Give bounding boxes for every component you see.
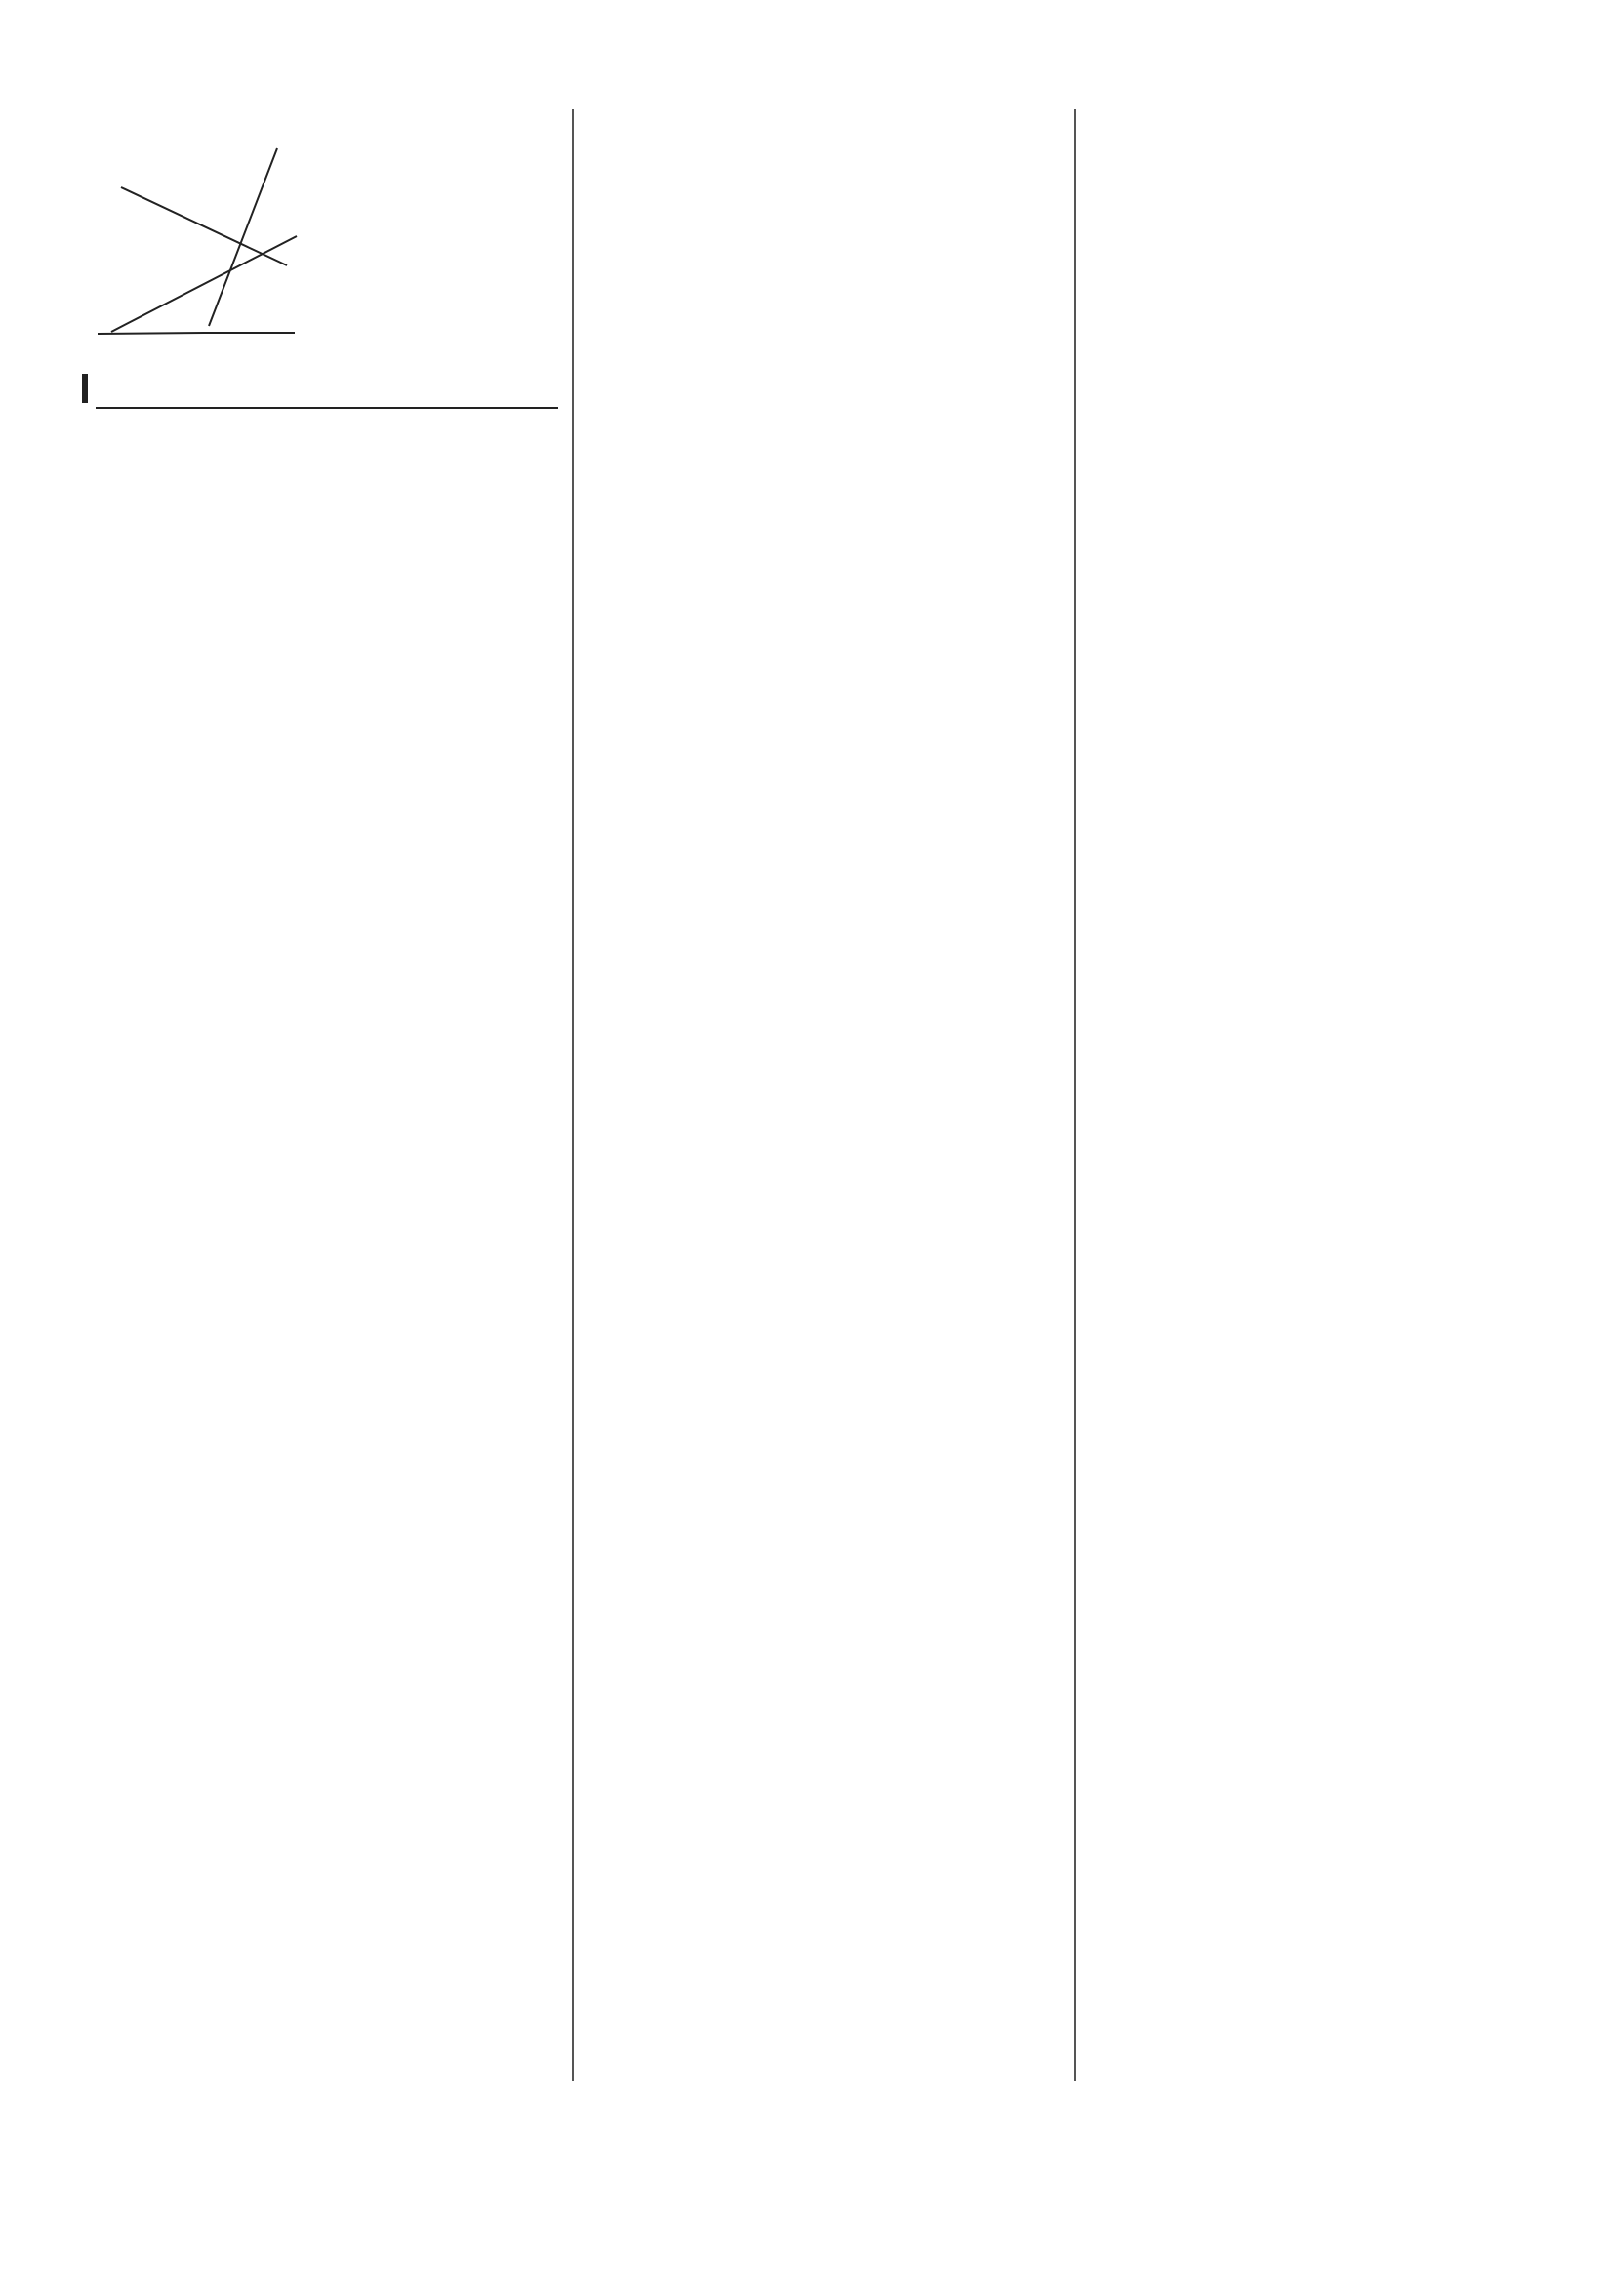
column-1 <box>82 109 558 421</box>
column-divider <box>1074 109 1076 2081</box>
column-divider <box>572 109 574 2081</box>
section-heading <box>82 370 558 407</box>
figure-1-and-2 <box>82 109 558 358</box>
